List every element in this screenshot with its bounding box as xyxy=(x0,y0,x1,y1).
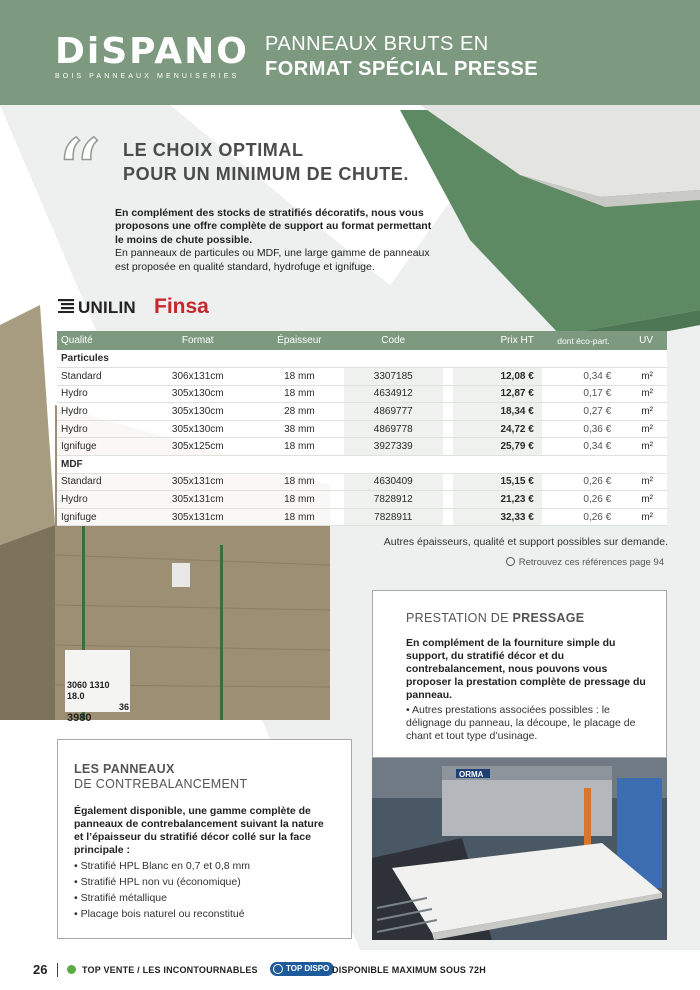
footer-divider xyxy=(57,963,58,977)
cell-qual: Hydro xyxy=(61,494,88,506)
table-row xyxy=(57,368,667,386)
cell-fmt: 305x131cm xyxy=(171,511,224,523)
cell-prix: 32,33 € xyxy=(453,508,542,526)
board-stack-top xyxy=(0,305,55,545)
cell-ep: 18 mm xyxy=(284,494,315,506)
table-header-row xyxy=(57,331,667,350)
cell-code: 7828911 xyxy=(344,508,443,526)
cell-code: 4630409 xyxy=(344,473,443,491)
cell-prix: 15,15 € xyxy=(453,473,542,491)
cell-fmt: 305x131cm xyxy=(171,494,224,506)
contrebalancement-box xyxy=(57,739,352,939)
top-dispo-badge xyxy=(270,962,334,976)
table-group-row xyxy=(57,350,667,368)
headline-line2: POUR UN MINIMUM DE CHUTE. xyxy=(123,164,409,184)
footer-dispo: DISPONIBLE MAXIMUM SOUS 72H xyxy=(332,965,486,975)
cell-uv: m² xyxy=(641,476,653,488)
cell-fmt: 305x125cm xyxy=(171,441,224,453)
pressage-title-normal: PRESTATION DE xyxy=(406,611,513,625)
clock-icon xyxy=(273,964,283,974)
magnifier-icon xyxy=(506,557,515,566)
page-title-line2: FORMAT SPÉCIAL PRESSE xyxy=(265,58,539,80)
cell-qual: Ignifuge xyxy=(61,441,97,453)
cell-code: 7828912 xyxy=(344,491,443,509)
cell-uv: m² xyxy=(641,370,653,382)
cell-uv: m² xyxy=(641,511,653,523)
table-group-row xyxy=(57,456,667,474)
cell-eco: 0,34 € xyxy=(583,370,612,382)
cell-eco: 0,26 € xyxy=(583,476,612,488)
cell-qual: Hydro xyxy=(61,423,88,435)
list-item: • Stratifié métallique xyxy=(74,890,339,906)
col-header-qualite: Qualité xyxy=(61,335,93,346)
table-row xyxy=(57,491,667,509)
unilin-text: UNILIN xyxy=(78,298,136,317)
table-row xyxy=(57,420,667,438)
col-header-uv: UV xyxy=(639,335,654,346)
cell-ep: 18 mm xyxy=(284,388,315,400)
cell-qual: Hydro xyxy=(61,388,88,400)
cell-code: 4634912 xyxy=(344,385,443,403)
table-body xyxy=(57,350,667,526)
table-row xyxy=(57,403,667,421)
note-other-options: Autres épaisseurs, qualité et support possibles sur demande. xyxy=(383,536,668,548)
cell-prix: 24,72 € xyxy=(453,420,542,438)
note-references[interactable] xyxy=(506,556,664,568)
cell-ep: 38 mm xyxy=(284,423,315,435)
label-on-stack xyxy=(172,563,190,587)
cell-uv: m² xyxy=(641,388,653,400)
contre-title xyxy=(74,762,247,792)
cell-uv: m² xyxy=(641,494,653,506)
footer-top-vente: TOP VENTE / LES INCONTOURNABLES xyxy=(82,965,258,975)
cell-uv: m² xyxy=(641,423,653,435)
top-dispo-badge-text: TOP DISPO xyxy=(286,964,330,973)
cell-code: 3927339 xyxy=(344,438,443,456)
top-vente-dot-icon xyxy=(67,965,76,974)
cell-qual: Hydro xyxy=(61,406,88,418)
intro-bold: En complément des stocks de stratifiés décoratifs, nous vous proposons une offre complète de support au format permettant le moins de chute possible. xyxy=(115,207,432,246)
contre-text: Également disponible, une gamme complète de panneaux de contrebalancement suivant la nature et l’épaisseur du stratifié décor collé sur la face principale : xyxy=(74,805,324,856)
list-item: • Stratifié HPL non vu (économique) xyxy=(74,874,339,890)
cell-spacer xyxy=(443,491,453,509)
cell-ep: 28 mm xyxy=(284,406,315,418)
cell-eco: 0,36 € xyxy=(583,423,612,435)
cell-qual: Ignifuge xyxy=(61,511,97,523)
cell-spacer xyxy=(443,508,453,526)
stack-label-count: 36 xyxy=(118,702,129,712)
pressage-title xyxy=(406,611,584,625)
page-header xyxy=(0,0,700,105)
contre-list xyxy=(74,858,339,922)
col-header-eco: dont éco-part. xyxy=(557,335,610,346)
stack-label-text xyxy=(67,680,129,724)
cell-fmt: 305x131cm xyxy=(171,476,224,488)
table-row xyxy=(57,508,667,526)
logo-wordmark: DiSPANO xyxy=(55,31,249,72)
cell-fmt: 305x130cm xyxy=(171,388,224,400)
headline xyxy=(123,138,409,186)
cell-fmt: 305x130cm xyxy=(171,423,224,435)
pressage-text: En complément de la fourniture simple du support, du stratifié décor et du contrebalancement, nous pouvons vous proposer la prestation complète de pressage du panneau. xyxy=(406,637,646,701)
intro-normal: En panneaux de particules ou MDF, une large gamme de panneaux est proposée en qualité standard, hydrofuge et ignifuge. xyxy=(115,247,430,273)
cell-prix: 21,23 € xyxy=(453,491,542,509)
cell-ep: 18 mm xyxy=(284,511,315,523)
note-references-text: Retrouvez ces références page 94 xyxy=(518,557,664,568)
list-item: • Placage bois naturel ou reconstitué xyxy=(74,906,339,922)
dispano-logo xyxy=(55,31,249,80)
cell-ep: 18 mm xyxy=(284,370,315,382)
unilin-logo xyxy=(58,298,136,318)
stack-label-dims: 3060 1310 18.0 xyxy=(67,680,110,701)
orma-sign-text: ORMA xyxy=(459,770,484,779)
contre-title-bold: LES PANNEAUX xyxy=(74,762,175,776)
contre-title-normal: DE CONTREBALANCEMENT xyxy=(74,777,248,791)
cell-uv: m² xyxy=(641,406,653,418)
cell-prix: 25,79 € xyxy=(453,438,542,456)
cell-spacer xyxy=(443,473,453,491)
price-table xyxy=(57,331,667,526)
headline-line1: LE CHOIX OPTIMAL xyxy=(123,140,304,160)
logo-tagline: BOIS PANNEAUX MENUISERIES xyxy=(55,73,240,80)
intro-text xyxy=(115,207,435,274)
unilin-mark-icon xyxy=(58,298,76,318)
group-label: Particules xyxy=(57,350,667,368)
cell-eco: 0,27 € xyxy=(583,406,612,418)
finsa-logo: Finsa xyxy=(154,295,209,318)
cell-prix: 12,08 € xyxy=(453,368,542,386)
factory-photo xyxy=(372,758,667,940)
cell-code: 3307185 xyxy=(344,368,443,386)
cell-spacer xyxy=(443,403,453,421)
page-title xyxy=(265,32,538,82)
board-stack-front xyxy=(0,525,55,720)
cell-eco: 0,17 € xyxy=(583,388,612,400)
quote-mark-icon: “ xyxy=(55,120,103,227)
col-header-spacer xyxy=(443,331,453,350)
cell-uv: m² xyxy=(641,441,653,453)
cell-spacer xyxy=(443,368,453,386)
col-header-code: Code xyxy=(381,335,406,346)
cell-spacer xyxy=(443,385,453,403)
col-header-epaisseur: Épaisseur xyxy=(277,335,322,346)
group-label: MDF xyxy=(57,456,667,474)
cell-fmt: 306x131cm xyxy=(171,370,224,382)
cell-spacer xyxy=(443,420,453,438)
cell-qual: Standard xyxy=(61,476,102,488)
cell-prix: 12,87 € xyxy=(453,385,542,403)
pressage-title-bold: PRESSAGE xyxy=(512,611,585,625)
table-row xyxy=(57,438,667,456)
cell-code: 4869777 xyxy=(344,403,443,421)
table-row xyxy=(57,385,667,403)
pressage-bullet: • Autres prestations associées possibles : le délignage du panneau, la découpe, le placage de chant et tout type d’usinage. xyxy=(406,704,636,742)
cell-fmt: 305x130cm xyxy=(171,406,224,418)
cell-prix: 18,34 € xyxy=(453,403,542,421)
page-number: 26 xyxy=(33,962,48,977)
col-header-prix: Prix HT xyxy=(500,335,534,346)
table-row xyxy=(57,473,667,491)
cell-eco: 0,34 € xyxy=(583,441,612,453)
col-header-format: Format xyxy=(181,335,214,346)
cell-ep: 18 mm xyxy=(284,476,315,488)
cell-qual: Standard xyxy=(61,370,102,382)
cell-spacer xyxy=(443,438,453,456)
cell-ep: 18 mm xyxy=(284,441,315,453)
page-title-line1: PANNEAUX BRUTS EN xyxy=(265,33,489,55)
cell-eco: 0,26 € xyxy=(583,494,612,506)
stack-label-number: 3980 xyxy=(67,712,92,724)
cell-code: 4869778 xyxy=(344,420,443,438)
list-item: • Stratifié HPL Blanc en 0,7 et 0,8 mm xyxy=(74,858,339,874)
pallet-strap xyxy=(220,545,223,720)
pressage-box xyxy=(372,590,667,758)
page-footer xyxy=(0,955,700,985)
cell-eco: 0,26 € xyxy=(583,511,612,523)
